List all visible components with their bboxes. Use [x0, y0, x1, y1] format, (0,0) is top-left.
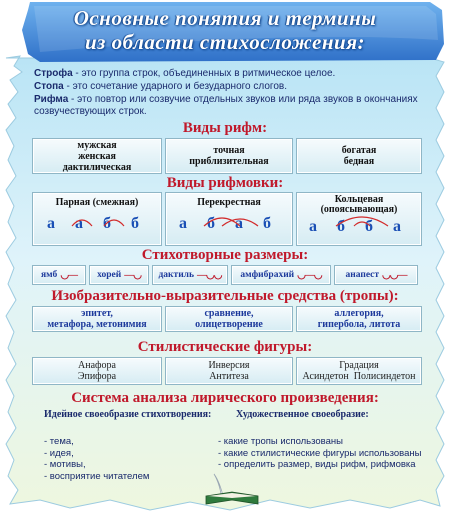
figures-cell [296, 357, 422, 385]
cell-line: приблизительная [189, 156, 269, 167]
rhyme-arc [222, 219, 258, 226]
cell-line: Антитеза [209, 371, 249, 382]
section-title-meters: Стихотворные размеры: [141, 247, 309, 263]
definition-text: - это сочетание ударного и безударного слогов. [63, 81, 287, 92]
meter-scheme: —◡ [124, 269, 141, 281]
section-title-analysis: Система анализа лирического произведения: [71, 390, 379, 406]
definition-text: - это повтор или созвучие отдельных звуков или ряда звуков в окончаниях созвучествующих строк. [34, 94, 418, 117]
cell-line: точная [213, 145, 245, 156]
cell-line: гипербола, литота [317, 319, 401, 330]
section-title-figures: Стилистические фигуры: [137, 339, 313, 355]
title-line-1: Основные понятия и термины [73, 6, 377, 30]
scheme-letters: а б б а [309, 218, 409, 235]
figures-cell [32, 357, 162, 385]
figures-cell [165, 357, 293, 385]
tropes-cell [165, 306, 293, 332]
tropes-cell [32, 306, 162, 332]
meter-anapest [334, 265, 418, 285]
section-title-rhyme-types: Виды рифм: [182, 120, 268, 136]
analysis-right-item: - какие тропы использованы [218, 436, 343, 447]
meters-row [32, 265, 418, 285]
meter-scheme: ◡—◡ [297, 269, 322, 281]
rhyme-types-row [32, 138, 422, 174]
cell-line: бедная [343, 156, 375, 167]
cell-line: Градация [339, 360, 379, 371]
analysis-right-item: - определить размер, виды рифм, рифмовка [218, 459, 416, 470]
cell-line: женская [78, 150, 116, 162]
rhyme-arc [104, 220, 124, 226]
definition-strofa [34, 68, 434, 80]
term-label: Строфа [34, 68, 73, 79]
analysis-right-list [218, 436, 421, 471]
scheme-name: Парная (смежная) [55, 197, 139, 208]
cell-line: дактилическая [62, 161, 132, 173]
tropes-row [32, 306, 422, 332]
analysis-left-item: - восприятие читателем [44, 470, 150, 482]
meter-name: хорей [97, 269, 122, 280]
analysis-left-item: - мотивы, [44, 459, 86, 470]
cell-line: Асиндетон Полисиндетон [302, 371, 416, 382]
meter-name: ямб [40, 269, 58, 280]
meter-khorei [89, 265, 149, 285]
section-title-rhyme-schemes: Виды рифмовки: [166, 175, 284, 191]
analysis-left-heading: Идейное своеобразие стихотворения: [44, 409, 212, 420]
scheme-letters: а б а б [179, 215, 279, 232]
definition-stopa [34, 81, 434, 93]
rhyme-types-cell [165, 138, 293, 174]
cell-line: мужская [77, 139, 117, 151]
cell-line: Инверсия [208, 360, 250, 371]
cell-line: богатая [341, 145, 377, 156]
meter-name: анапест [345, 269, 380, 280]
book-quill-illustration [196, 470, 266, 510]
cell-line: Анафора [78, 360, 116, 371]
rhyme-arcs [32, 210, 424, 235]
cell-line: Эпифора [77, 371, 117, 382]
meter-daktil [152, 265, 228, 285]
meter-amfibrakhii [231, 265, 331, 285]
analysis-left-item: - тема, [44, 436, 74, 447]
rhyme-arc [354, 222, 370, 226]
term-label: Рифма [34, 94, 69, 105]
term-label: Стопа [34, 81, 64, 92]
definition-rifma [34, 94, 434, 118]
section-title-tropes: Изобразительно-выразительные средства (тропы): [51, 288, 399, 304]
analysis-left-item: - идея, [44, 447, 74, 459]
meter-scheme: ◡◡— [382, 269, 407, 281]
rhyme-types-cell [32, 138, 162, 174]
meter-name: амфибрахий [240, 269, 295, 280]
cell-line: сравнение, [204, 308, 254, 319]
cell-line: олицетворение [195, 319, 263, 330]
definition-text: - это группа строк, объединенных в ритмическое целое. [72, 68, 336, 79]
figures-row [32, 357, 422, 385]
scheme-name: Перекрестная [197, 197, 261, 208]
analysis-right-item: - какие стилистические фигуры использованы [218, 447, 422, 459]
scheme-name: Кольцевая (опоясывающая) [320, 194, 398, 215]
cell-line: эпитет, [81, 308, 113, 319]
tropes-cell [296, 306, 422, 332]
analysis-right-heading: Художественное своеобразие: [236, 409, 369, 420]
scheme-letters: а а б б [47, 215, 147, 232]
analysis-left-list [44, 436, 149, 482]
rhyme-arc [72, 220, 92, 226]
meter-iamb [32, 265, 86, 285]
rhyme-types-cell [296, 138, 422, 174]
cell-line: аллегория, [334, 308, 384, 319]
title-line-2: из области стихосложения: [84, 30, 365, 54]
cell-line: метафора, метонимия [47, 319, 147, 330]
meter-scheme: ◡— [60, 269, 78, 281]
meter-name: дактиль [158, 269, 195, 280]
meter-scheme: —◡◡ [197, 269, 222, 281]
